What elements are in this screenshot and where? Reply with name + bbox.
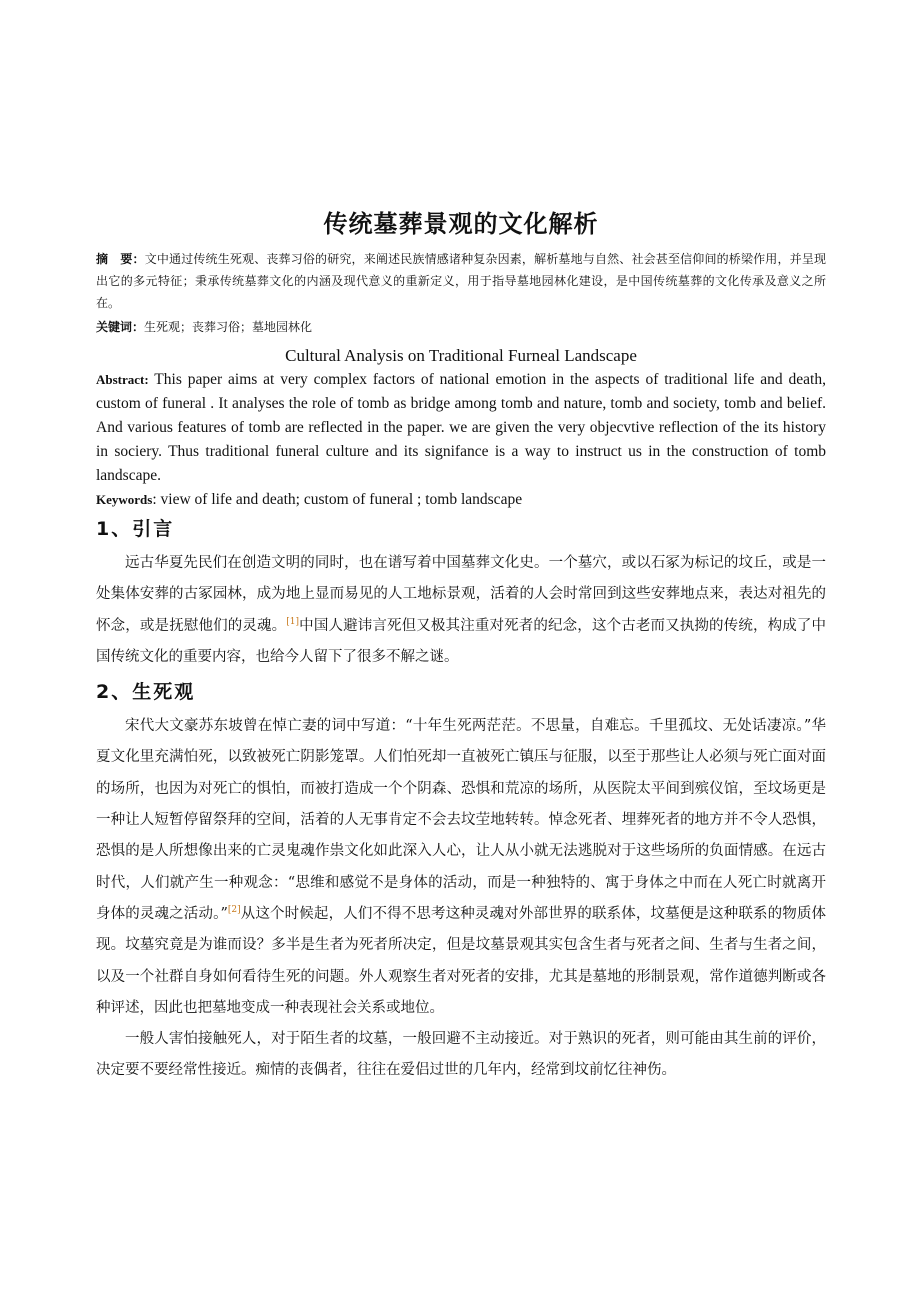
abstract-en-text: This paper aims at very complex factors of national emotion in the aspects of traditional life and death, custom of funeral . It analyses the role of tomb as bridge among tomb and nature, tomb and society, tomb and belief. And various features of tomb are reflected in the paper. we are given the very objecvtive reflection of the its history in sociery. Thus traditional funeral culture and its signifance is a way to instruct us in the construction of tomb landscape. [96,371,826,484]
keywords-cn-label: 关键词： [96,320,145,334]
citation-ref-2[interactable]: [2] [227,905,241,916]
section-1-text-a: 远古华夏先民们在创造文明的同时，也在谱写着中国墓葬文化史。一个墓穴，或以石冢为标记的坟丘，或是一处集体安葬的古冢园林，成为地上显而易见的人工地标景观，活着的人会时常回到这些安葬地点来，表达对祖先的怀念，或是抚慰他们的灵魂。 [96,555,826,634]
section-1-text-b: 中国人避讳言死但又极其注重对死者的纪念，这个古老而又执拗的传统，构成了中国传统文化的重要内容，也给今人留下了很多不解之谜。 [96,617,827,665]
citation-ref-1[interactable]: [1] [286,616,300,627]
keywords-cn [96,316,826,338]
keywords-en [96,488,826,512]
abstract-cn-text: 文中通过传统生死观、丧葬习俗的研究，来阐述民族情感诸种复杂因素，解析墓地与自然、社会甚至信仰间的桥梁作用，并呈现出它的多元特征；秉承传统墓葬文化的内涵及现代意义的重新定义，用于指导墓地园林化建设，是中国传统墓葬的文化传承及意义之所在。 [96,252,826,310]
keywords-en-label: Keywords [96,492,153,507]
keywords-cn-text: 生死观；丧葬习俗；墓地园林化 [144,320,313,334]
section-2-paragraph-1 [96,711,826,1024]
english-title: Cultural Analysis on Traditional Furneal Landscape [285,346,637,365]
paper-title: 传统墓葬景观的文化解析 [323,210,599,238]
section-2-heading: 2、生死观 [96,681,196,704]
abstract-cn [96,248,826,314]
section-2-text-a: 宋代大文豪苏东坡曾在悼亡妻的词中写道：“十年生死两茫茫。不思量，自难忘。千里孤坟、无处话凄凉。”华夏文化里充满怕死，以致被死亡阴影笼罩。人们怕死却一直被死亡镇压与征服，以至于那些让人必须与死亡面对面的场所，也因为对死亡的惧怕，而被打造成一个个阴森、恐惧和荒凉的场所，从医院太平间到殡仪馆，至坟场更是一种让人短暂停留祭拜的空间，活着的人无事肯定不会去坟茔地转转。悼念死者、埋葬死者的地方并不令人恐惧，恐惧的是人所想像出来的亡灵鬼魂作祟文化如此深入人心，让人从小就无法逃脱对于这些场所的负面情感。在远古时代，人们就产生一种观念：“思维和感觉不是身体的活动，而是一种独特的、寓于身体之中而在人死亡时就离开身体的灵魂之活动。” [96,718,826,922]
section-2-text-b: 从这个时候起，人们不得不思考这种灵魂对外部世界的联系体，坟墓便是这种联系的物质体现。坟墓究竟是为谁而设？多半是生者为死者所决定，但是坟墓景观其实包含生者与死者之间、生者与生者之间，以及一个社群自身如何看待生死的问题。外人观察生者对死者的安排，尤其是墓地的形制景观，常作道德判断或各种评述，因此也把墓地变成一种表现社会关系或地位。 [96,905,826,1016]
abstract-en [96,368,826,488]
section-2-paragraph-2: 一般人害怕接触死人，对于陌生者的坟墓，一般回避不主动接近。对于熟识的死者，则可能由其生前的评价，决定要不要经常性接近。痴情的丧偶者，往往在爱侣过世的几年内，经常到坟前忆往神伤。 [96,1031,826,1079]
paper-page [96,208,826,1087]
section-1-paragraph [96,548,826,673]
abstract-cn-label: 摘 要： [96,252,145,266]
keywords-en-text: : view of life and death; custom of funeral ; tomb landscape [152,491,523,508]
abstract-en-label: Abstract: [96,372,149,387]
section-1-heading: 1、引言 [96,518,175,540]
